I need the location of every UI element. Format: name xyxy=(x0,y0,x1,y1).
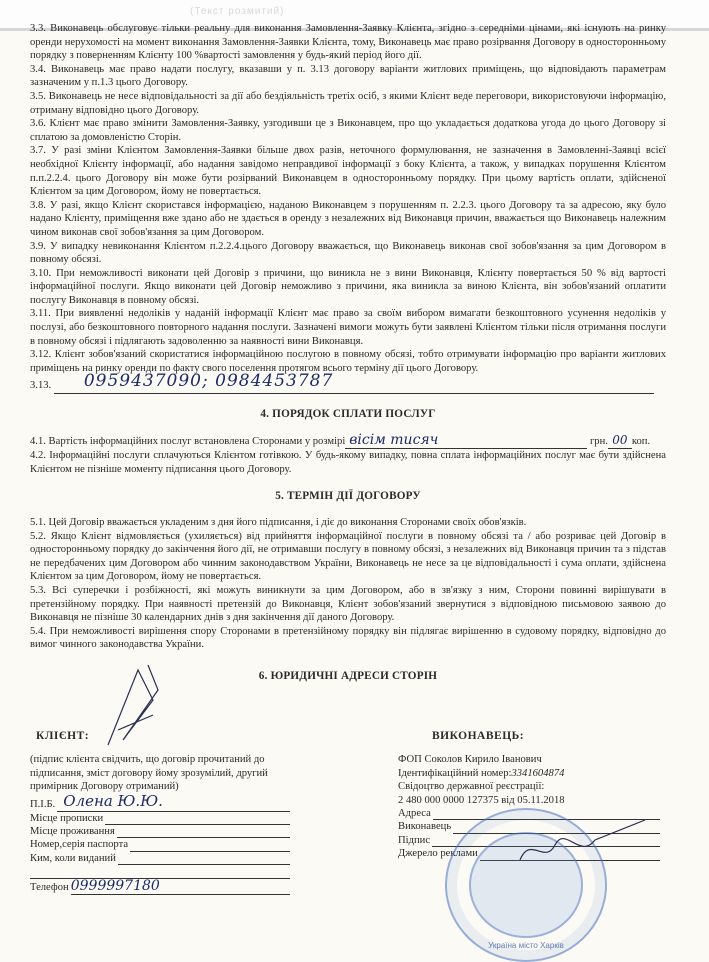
clause-text: При неможливості вирішення спору Сторонами в претензійному порядку він підлягає вирішенню в судовому порядку, відповідно до вимог чинного законодавства України. xyxy=(30,625,666,651)
clause-3-3 xyxy=(30,22,666,63)
client-phone-row xyxy=(30,879,290,895)
clause-5-3 xyxy=(30,584,666,625)
section-3 xyxy=(30,22,666,394)
clause-number: 5.3. xyxy=(30,584,46,596)
clause-number: 3.12. xyxy=(30,349,52,361)
clause-text: Вартість інформаційних послуг встановлена Сторонами у розмірі xyxy=(48,435,346,447)
name-fill-line xyxy=(57,791,290,812)
handwritten-phones: 0959437090; 0984453787 xyxy=(83,371,334,392)
client-name-row xyxy=(30,791,290,812)
field-line xyxy=(118,854,290,865)
clause-text: Якщо Клієнт відмовляється (ухиляється) від прийняття інформаційної послуги в повному обсязі та / або розриває цей Договір в односторонньому порядку до закінчення його дії, не отримавши послугу в повному обсязі, з незалежних від Виконавця причин та з підстав не передбачених цим Договором або чинним законодавством України, Виконавець не несе за це відповідальності і сума оплати, здійснена Клієнтом за цим Договором, йому не повертається. xyxy=(30,530,666,583)
field-label: Місце проживання xyxy=(30,826,115,837)
clause-number: 5.1. xyxy=(30,517,46,528)
handwritten-amount: вісім тисяч xyxy=(349,431,439,448)
client-field-row xyxy=(30,852,290,865)
clause-number: 3.7. xyxy=(30,145,46,157)
clause-text: При неможливості виконати цей Договір з причини, що виникла не з вини Виконавця, Клієнту повертається 50 % від вартості інформаційної послуги. Якщо виконати цей Договір неможливо з причини, яка виникла за виною Клієнта, він зобов'язаний оплатити послугу Виконавця в повному обсязі. xyxy=(30,267,666,306)
clause-3-9 xyxy=(30,240,666,267)
registration-value: 2 480 000 0000 127375 від 05.11.2018 xyxy=(398,794,565,806)
clause-text: Клієнт має право змінити Замовлення-Заявку, узгодивши це з Виконавцем, про що укладається додаткова угода до цього Договору зі сплатою за домовленістю Сторін. xyxy=(30,118,666,143)
clause-number: 3.5. xyxy=(30,90,46,102)
field-label: Підпис xyxy=(398,834,431,846)
clause-3-11 xyxy=(30,307,666,348)
clause-text: Всі суперечки і розбіжності, які можуть виникнути за цим Договором, або в зв'язку з ним, Сторони повинні вирішувати в претензійному порядку. При наявності претензій до Виконавця, Клієнт зобов'язаний звернутися з відповідною письмовою заявою до Виконавця не пізніше 30 календарних днів з дня закінчення дії даного Договору. xyxy=(30,584,666,624)
clause-number: 5.4. xyxy=(30,625,46,637)
clause-5-1 xyxy=(30,516,666,530)
clause-3-7 xyxy=(30,144,666,198)
client-title: КЛІЄНТ: xyxy=(36,730,90,742)
field-label: Джерело реклами xyxy=(398,848,478,860)
phone-fill-line xyxy=(70,877,290,895)
clause-text: Виконавець обслуговує тільки реальну для виконання Замовлення-Заявку Клієнта, згідно з середніми цінами, які існують на ринку оренди нерухомості на момент виконання Замовлення-Заявки Клієнта, тому, Виконавець має право розірвання Договору в односторонньому порядку з поверненням Клієнту 100 %вартості замовлення у будь-який період його дії. xyxy=(30,23,666,62)
performer-title: ВИКОНАВЕЦЬ: xyxy=(432,730,525,742)
contract-text xyxy=(30,22,666,696)
section-4-heading: 4. ПОРЯДОК СПЛАТИ ПОСЛУГ xyxy=(260,408,436,421)
section-4 xyxy=(30,431,666,477)
clause-3-6 xyxy=(30,117,666,144)
client-blank-row xyxy=(30,865,290,878)
handwritten-phone: 0999997180 xyxy=(70,877,160,894)
clause-3-10 xyxy=(30,267,666,308)
clause-number: 3.3. xyxy=(30,23,46,34)
stamp-text: Україна місто Харків xyxy=(488,941,564,950)
field-line xyxy=(105,814,290,825)
clause-number: 3.9. xyxy=(30,240,46,252)
handwritten-name: Олена Ю.Ю. xyxy=(63,791,163,810)
clause-number: 3.10. xyxy=(30,267,52,279)
clause-text: У випадку невиконання Клієнтом п.2.2.4.цього Договору вважається, що Виконавець виконав свої зобов'язання за цим Договором в повному обсязі. xyxy=(30,240,666,266)
clause-number: 3.13. xyxy=(30,380,52,392)
amount-fill-line xyxy=(345,431,587,450)
field-label: Ким, коли виданий xyxy=(30,852,116,864)
handwritten-kop: 00 xyxy=(612,432,628,447)
field-line xyxy=(30,868,290,879)
clause-text: Виконавець не несе відповідальності за дії або бездіяльність третіх осіб, з якими Клієнт веде переговори, використовуючи інформацію, отриману відповідно цього Договору. xyxy=(30,90,666,116)
field-line xyxy=(117,827,290,838)
field-label: Виконавець xyxy=(398,821,452,833)
clause-5-4 xyxy=(30,625,666,652)
id-label: Ідентифікаційний номер: xyxy=(398,767,512,779)
performer-id xyxy=(398,767,660,780)
id-value: 3341604874 xyxy=(511,767,565,779)
clause-number: 3.6. xyxy=(30,118,46,130)
clause-3-8 xyxy=(30,199,666,240)
clause-number: 3.4. xyxy=(30,63,46,75)
clause-text: У разі, якщо Клієнт скористався інформацією, наданою Виконавцем з порушенням п. 2.2.3. цього Договору та за адресою, яку було надано Клієнту, приміщення вже здано або не здається в оренду з незалежних від Виконавця причин, вважається що Виконавець належним чином виконав свої зобов'язання за цим Договором. xyxy=(30,199,666,238)
kop-label: коп. xyxy=(631,435,651,447)
uah-label: грн. xyxy=(589,435,608,447)
clause-3-4 xyxy=(30,63,666,90)
section-5 xyxy=(30,516,666,652)
clause-text: У разі зміни Клієнтом Замовлення-Заявки більше двох разів, неточного формулювання, не зазначення в Замовленні-Заявці всієї необхідної Клієнту інформації, або надання завідомо неправдивої інформації з боку Клієнта, а також, у випадках порушення Клієнтом п.п.2.2.4. цього Договору він може бути розірваний Виконавцем в односторонньому порядку. При цьому вартість оплати, здійсненої Клієнтом за цим Договором, йому не повертається. xyxy=(30,145,667,198)
clause-4-1 xyxy=(30,431,666,450)
client-block xyxy=(30,722,290,895)
registration-label: Свідоцтво державної реєстрації: xyxy=(398,781,545,793)
name-label: П.І.Б. xyxy=(30,799,56,811)
clause-number: 4.1. xyxy=(30,435,46,447)
clause-4-2 xyxy=(30,449,666,476)
client-field-row xyxy=(30,838,290,851)
clause-number: 3.8. xyxy=(30,199,46,211)
field-label: Місце прописки xyxy=(30,812,104,824)
clause-number: 4.2. xyxy=(30,450,46,462)
clause-text: Клієнт зобов'язаний скористатися інформаційною послугою в повному обсязі, тобто отримувати інформацію про варіанти житлових приміщень на ринку оренди по факту свого поселення протягом всього терміну дії цього Договору. xyxy=(30,349,667,374)
clause-5-2 xyxy=(30,530,666,584)
faded-header-text: (Текст розмитий) xyxy=(190,6,285,17)
clause-number: 5.2. xyxy=(30,530,46,542)
clause-number: 3.11. xyxy=(30,308,51,320)
performer-name: ФОП Соколов Кирило Іванович xyxy=(398,754,542,766)
clause-text: При виявленні недоліків у наданій інформації Клієнт має право за своїм вибором вимагати безкоштовного усунення недоліків у послузі, або безкоштовного повторного надання послуги. Зазначені вимоги можуть бути заявлені Клієнтом тільки після отримання послуги в повному обсязі і підлягають задоволенню за наявності вини Виконавця. xyxy=(30,308,666,347)
phones-fill-line xyxy=(54,371,654,394)
client-field-row xyxy=(30,825,290,838)
clause-text: Цей Договір вважається укладеним з дня його підписання, і діє до виконання Сторонами своїх обов'язків. xyxy=(48,517,527,528)
field-label: Номер,серія паспорта xyxy=(30,839,129,851)
clause-3-5 xyxy=(30,90,666,117)
client-field-row xyxy=(30,812,290,825)
section-6-heading: 6. ЮРИДИЧНІ АДРЕСИ СТОРІН xyxy=(258,669,438,682)
clause-3-13 xyxy=(30,371,666,394)
field-label: Адреса xyxy=(398,808,431,820)
section-5-heading: 5. ТЕРМІН ДІЇ ДОГОВОРУ xyxy=(275,490,421,503)
client-note: (підпис клієнта свідчить, що договір прочитаний до підписання, зміст договору йому зрозумілий, другий примірник Договору отриманий) xyxy=(30,754,268,793)
performer-signature xyxy=(500,815,650,875)
kop-fill-line xyxy=(608,434,632,450)
phone-label: Телефон xyxy=(30,882,69,894)
field-line xyxy=(130,841,290,852)
clause-text: Виконавець має право надати послугу, вказавши у п. 3.13 договору варіанти житлових приміщень, що відповідають параметрам зазначеним у п.1.3 цього Договору. xyxy=(30,63,666,89)
clause-text: Інформаційні послуги сплачуються Клієнтом готівкою. У будь-якому випадку, повна сплата інформаційних послуг має бути здійснена Клієнтом не пізніше моменту підписання цього Договору. xyxy=(30,450,666,475)
